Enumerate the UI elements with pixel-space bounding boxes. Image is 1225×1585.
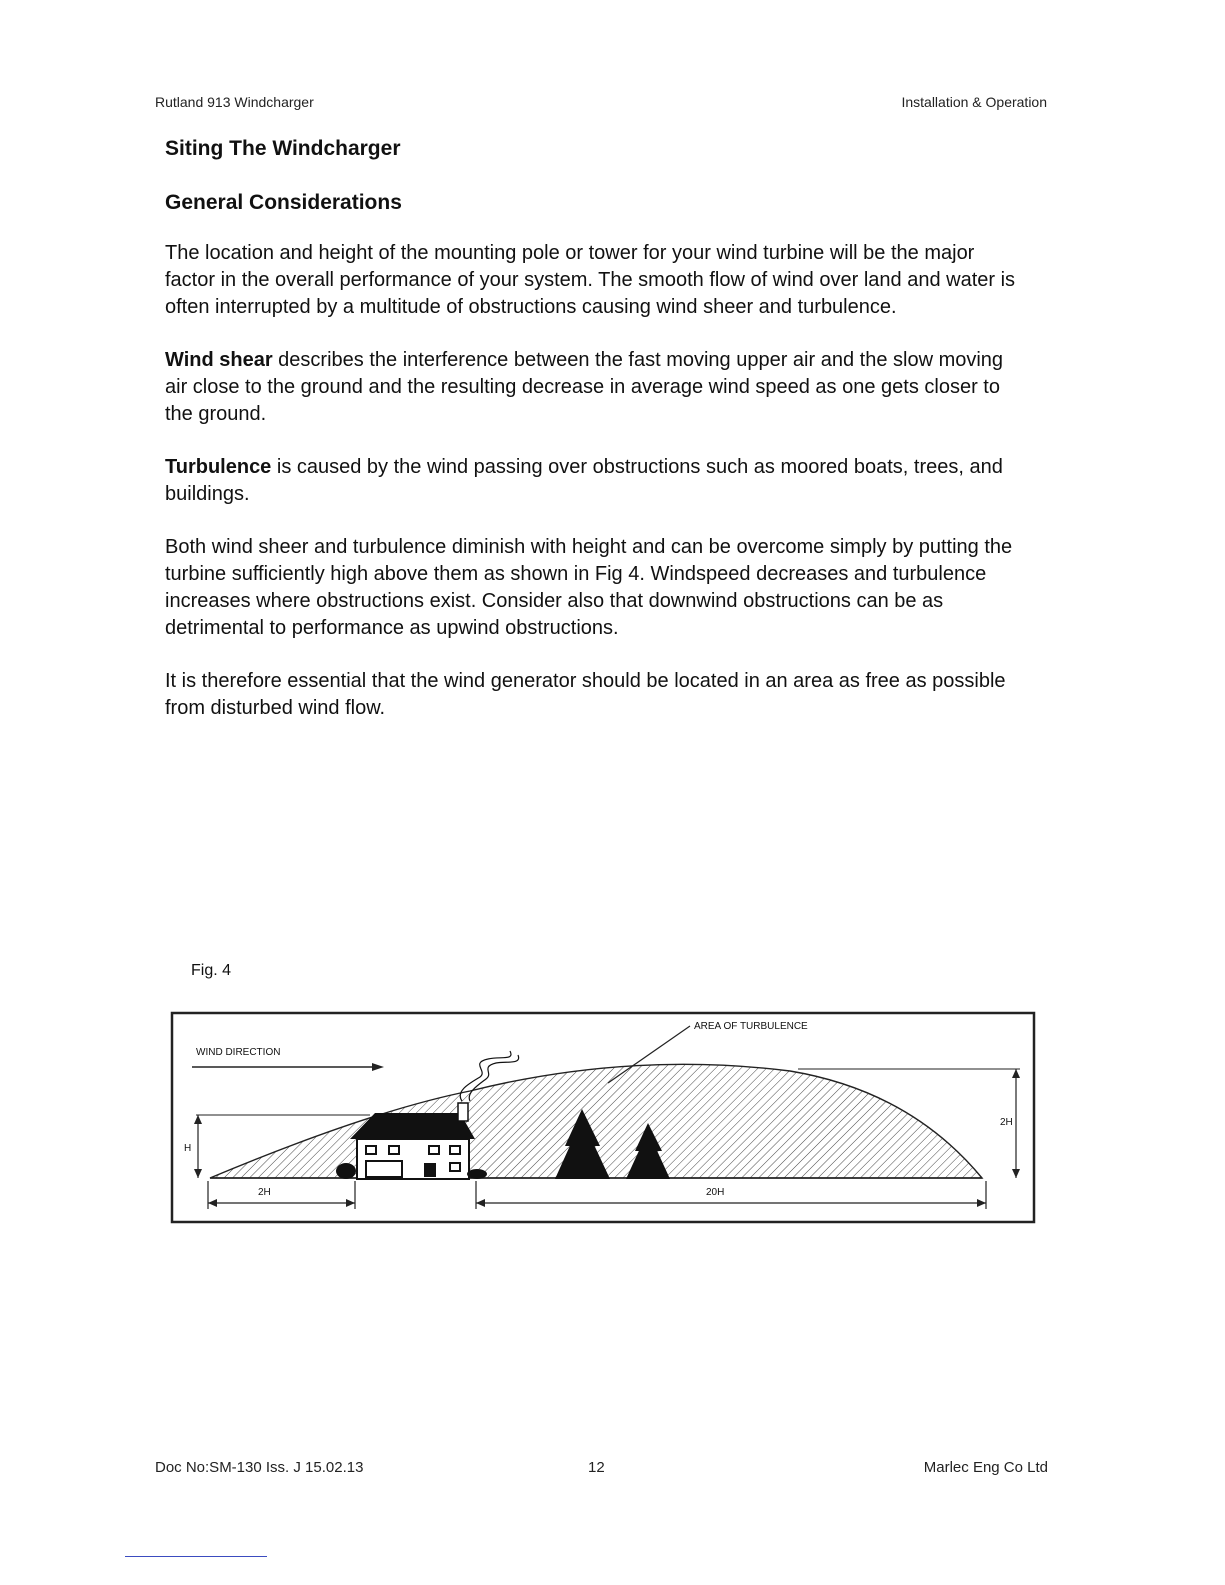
paragraph-wind-shear [165,347,1025,428]
height-label: H [184,1143,192,1154]
figure-4-diagram [170,1011,1036,1224]
two-h-height-label: 2H [1000,1117,1013,1128]
paragraph-conclusion: It is therefore essential that the wind generator should be located in an area as free as possible from disturbed wind flow. [165,670,1006,719]
footer-company: Marlec Eng Co Ltd [923,1459,1048,1476]
document-body [165,132,1025,722]
footer-page-number: 12 [588,1459,605,1476]
header-right: Installation & Operation [901,94,1047,110]
term-wind-shear: Wind shear [165,349,273,371]
paragraph-height: Both wind sheer and turbulence diminish with height and can be overcome simply by putting the turbine sufficiently high above them as shown in Fig 4. Windspeed decreases and turbulence increases where obstructions exist. Consider also that downwind obstructions can be as detrimental to performance as upwind obstructions. [165,536,1013,639]
paragraph-turbulence [165,454,1025,508]
term-turbulence: Turbulence [165,456,272,478]
wind-shear-text: describes the interference between the fast moving upper air and the slow moving air close to the ground and the resulting decrease in average wind speed as one gets closer to the ground. [165,349,1004,425]
footer-doc-number: Doc No:SM-130 Iss. J 15.02.13 [155,1459,364,1476]
section-heading: General Considerations [165,191,402,214]
two-h-distance-label: 2H [258,1187,271,1198]
page-title: Siting The Windcharger [165,137,401,160]
wind-direction-label: WIND DIRECTION [196,1047,281,1058]
figure-label: Fig. 4 [191,962,232,979]
arrow-right-icon [372,1063,384,1071]
bottom-link-underline [125,1556,267,1557]
turbulence-label: AREA OF TURBULENCE [694,1021,808,1032]
twenty-h-distance-label: 20H [706,1187,725,1198]
paragraph-intro: The location and height of the mounting pole or tower for your wind turbine will be the major factor in the overall performance of your system. The smooth flow of wind over land and water is often interrupted by a multitude of obstructions causing wind sheer and turbulence. [165,242,1016,318]
header-left: Rutland 913 Windcharger [155,94,314,110]
turbulence-text: is caused by the wind passing over obstructions such as moored boats, trees, and buildings. [165,456,1003,505]
